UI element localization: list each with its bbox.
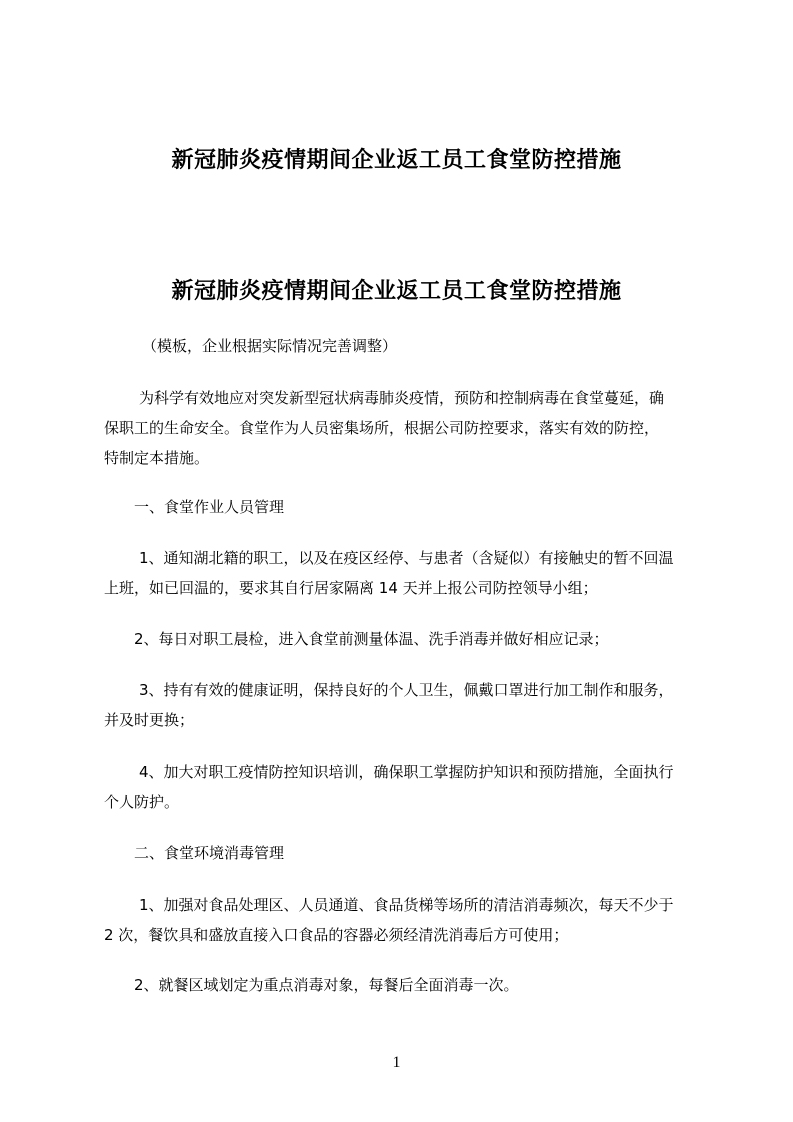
list-item-line: 1、加强对食品处理区、人员通道、食品货梯等场所的清洁消毒频次，每天不少于 — [139, 896, 674, 914]
list-item — [104, 624, 716, 654]
list-item — [104, 970, 716, 1000]
list-item-line: 2、就餐区域划定为重点消毒对象，每餐后全面消毒一次。 — [134, 976, 519, 994]
list-item-line: 1、通知湖北籍的职工，以及在疫区经停、与患者（含疑似）有接触史的暂不回温 — [139, 549, 674, 567]
intro-paragraph — [104, 383, 716, 473]
template-note: （模板，企业根据实际情况完善调整） — [142, 337, 398, 355]
list-item — [104, 675, 716, 735]
page-number: 1 — [392, 1054, 401, 1071]
section-heading: 二、食堂环境消毒管理 — [134, 844, 285, 862]
document-subtitle: 新冠肺炎疫情期间企业返工员工食堂防控措施 — [171, 279, 622, 304]
list-item-line: 上班，如已回温的，要求其自行居家隔离 14 天并上报公司防控领导小组； — [104, 579, 598, 597]
section-heading: 一、食堂作业人员管理 — [134, 498, 285, 516]
list-item — [104, 890, 716, 950]
list-item — [104, 757, 716, 817]
list-item-line: 3、持有有效的健康证明，保持良好的个人卫生，佩戴口罩进行加工制作和服务， — [139, 681, 674, 699]
list-item-line: 4、加大对职工疫情防控知识培训，确保职工掌握防护知识和预防措施，全面执行 — [139, 763, 674, 781]
intro-line: 为科学有效地应对突发新型冠状病毒肺炎疫情，预防和控制病毒在食堂蔓延，确 — [139, 389, 665, 407]
intro-line: 保职工的生命安全。食堂作为人员密集场所，根据公司防控要求，落实有效的防控， — [104, 419, 660, 437]
document-title: 新冠肺炎疫情期间企业返工员工食堂防控措施 — [171, 148, 622, 173]
list-item-line: 2、每日对职工晨检，进入食堂前测量体温、洗手消毒并做好相应记录； — [134, 630, 609, 648]
intro-line: 特制定本措施。 — [104, 449, 210, 467]
list-item-line: 个人防护。 — [104, 793, 180, 811]
list-item-line: 2 次，餐饮具和盛放直接入口食品的容器必须经清洗消毒后方可使用； — [104, 926, 569, 944]
list-item — [104, 543, 716, 603]
list-item-line: 并及时更换； — [104, 711, 195, 729]
